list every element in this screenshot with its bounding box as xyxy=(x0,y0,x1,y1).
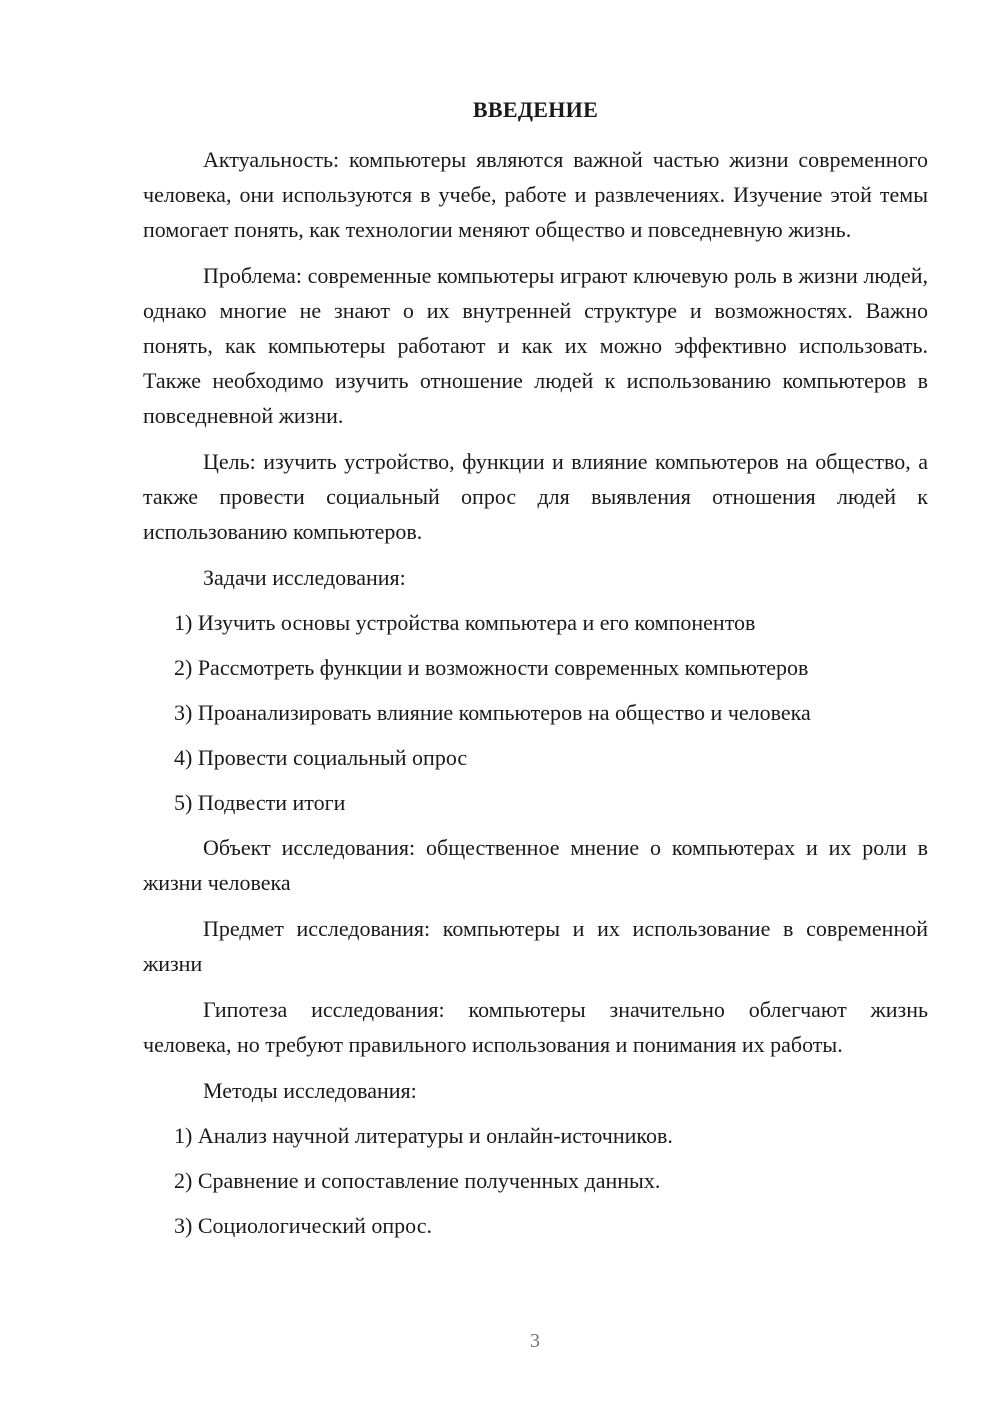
document-page xyxy=(143,90,928,1253)
methods-list xyxy=(143,1118,928,1243)
subject-paragraph: Предмет исследования: компьютеры и их использование в современной жизни xyxy=(143,916,928,976)
list-item: 2) Сравнение и сопоставление полученных данных. xyxy=(174,1168,661,1193)
object-paragraph: Объект исследования: общественное мнение о компьютерах и их роли в жизни человека xyxy=(143,835,928,895)
hypothesis-paragraph: Гипотеза исследования: компьютеры значительно облегчают жизнь человека, но требуют правильного использования и понимания их работы. xyxy=(143,997,928,1057)
list-item: 1) Изучить основы устройства компьютера и его компонентов xyxy=(174,610,756,635)
problem-paragraph: Проблема: современные компьютеры играют ключевую роль в жизни людей, однако многие не знают о их внутренней структуре и возможностях. Важно понять, как компьютеры работают и как их можно эффективно использовать. Также необходимо изучить отношение людей к использованию компьютеров в повседневной жизни. xyxy=(143,263,928,428)
list-item: 5) Подвести итоги xyxy=(174,790,346,815)
relevance-paragraph: Актуальность: компьютеры являются важной частью жизни современного человека, они используются в учебе, работе и развлечениях. Изучение этой темы помогает понять, как технологии меняют общество и повседневную жизнь. xyxy=(143,147,928,242)
methods-heading: Методы исследования: xyxy=(203,1078,417,1103)
list-item: 1) Анализ научной литературы и онлайн-источников. xyxy=(174,1123,673,1148)
goal-paragraph: Цель: изучить устройство, функции и влияние компьютеров на общество, а также провести социальный опрос для выявления отношения людей к использованию компьютеров. xyxy=(143,449,928,544)
tasks-list xyxy=(143,605,928,820)
page-title: ВВЕДЕНИЕ xyxy=(472,97,599,122)
page-number: 3 xyxy=(530,1330,540,1352)
tasks-heading: Задачи исследования: xyxy=(203,565,406,590)
list-item: 4) Провести социальный опрос xyxy=(174,745,468,770)
list-item: 2) Рассмотреть функции и возможности современных компьютеров xyxy=(174,655,809,680)
list-item: 3) Социологический опрос. xyxy=(174,1213,432,1238)
list-item: 3) Проанализировать влияние компьютеров на общество и человека xyxy=(174,700,811,725)
